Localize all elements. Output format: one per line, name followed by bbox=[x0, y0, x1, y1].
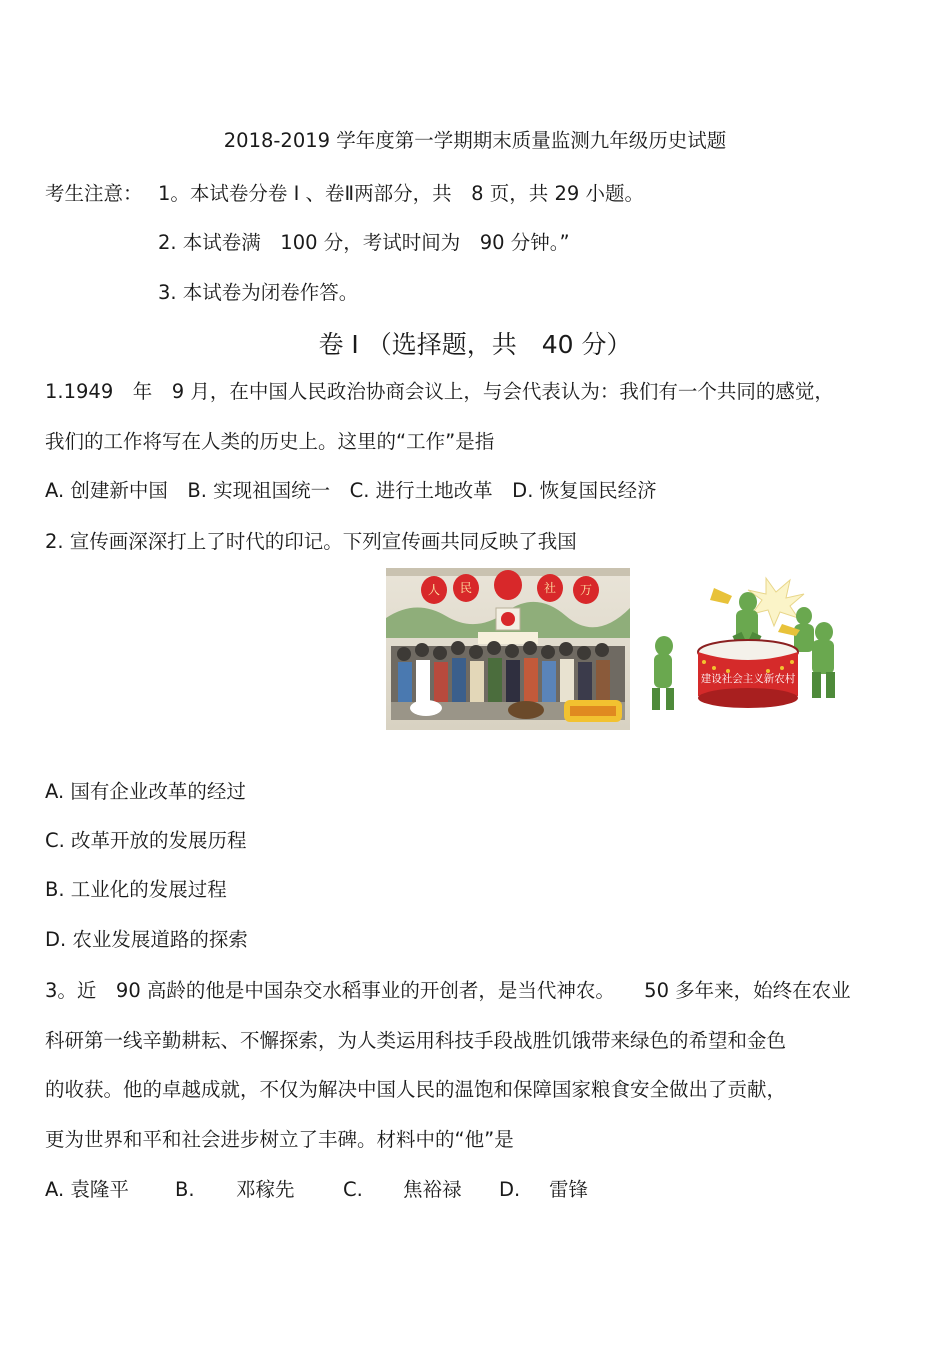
section-title: 卷 Ⅰ （选择题，共 40 分） bbox=[318, 330, 632, 359]
lantern-char-2: 民 bbox=[459, 581, 473, 595]
q3-option-d-label: D. bbox=[499, 1178, 521, 1201]
q1-stem-line-1: 1.1949 年 9 月，在中国人民政治协商会议上，与会代表认为：我们有一个共同的感觉， bbox=[45, 380, 834, 403]
notice-item-3: 3. 本试卷为闭卷作答。 bbox=[158, 281, 359, 304]
lantern-char-3: 社 bbox=[543, 581, 557, 595]
q3-option-a: A. 袁隆平 bbox=[45, 1178, 129, 1201]
q2-option-b: B. 工业化的发展过程 bbox=[45, 878, 227, 901]
lantern-char-1: 人 bbox=[427, 583, 441, 597]
q3-stem-line-3: 的收获。他的卓越成就，不仅为解决中国人民的温饱和保障国家粮食安全做出了贡献， bbox=[45, 1078, 787, 1101]
drum-text: 建设社会主义新农村 bbox=[700, 673, 796, 685]
q3-stem-line-4: 更为世界和平和社会进步树立了丰碑。材料中的“他”是 bbox=[45, 1128, 514, 1151]
q3-option-b-text: 邓稼先 bbox=[236, 1178, 295, 1201]
drum bbox=[698, 640, 798, 708]
q1-stem-line-2: 我们的工作将写在人类的历史上。这里的“工作”是指 bbox=[45, 430, 495, 453]
q1-options: A. 创建新中国 B. 实现祖国统一 C. 进行土地改革 D. 恢复国民经济 bbox=[45, 479, 657, 502]
q3-option-d-text: 雷锋 bbox=[549, 1178, 589, 1201]
lantern-char-4: 万 bbox=[579, 583, 593, 597]
q3-option-c-text: 焦裕禄 bbox=[403, 1178, 462, 1201]
poster-new-countryside-image bbox=[648, 572, 844, 722]
q3-stem-line-2: 科研第一线辛勤耕耘、不懈探索，为人类运用科技手段战胜饥饿带来绿色的希望和金色 bbox=[45, 1029, 787, 1052]
poster-people-commune-image bbox=[386, 568, 630, 730]
notice-item-1: 1。本试卷分卷 Ⅰ 、卷Ⅱ两部分，共 8 页，共 29 小题。 bbox=[158, 182, 644, 205]
notice-label: 考生注意： bbox=[45, 182, 143, 205]
q3-option-b-label: B. bbox=[175, 1178, 195, 1201]
q2-option-a: A. 国有企业改革的经过 bbox=[45, 780, 246, 803]
q3-option-c-label: C. bbox=[343, 1178, 363, 1201]
notice-item-2: 2. 本试卷满 100 分，考试时间为 90 分钟。” bbox=[158, 231, 570, 254]
exam-title: 2018-2019 学年度第一学期期末质量监测九年级历史试题 bbox=[223, 129, 727, 152]
q2-option-d: D. 农业发展道路的探索 bbox=[45, 928, 248, 951]
q3-stem-line-1: 3。近 90 高龄的他是中国杂交水稻事业的开创者，是当代神农。 50 多年来，始终在农业 bbox=[45, 979, 851, 1002]
q2-stem: 2. 宣传画深深打上了时代的印记。下列宣传画共同反映了我国 bbox=[45, 530, 577, 553]
q2-option-c: C. 改革开放的发展历程 bbox=[45, 829, 247, 852]
